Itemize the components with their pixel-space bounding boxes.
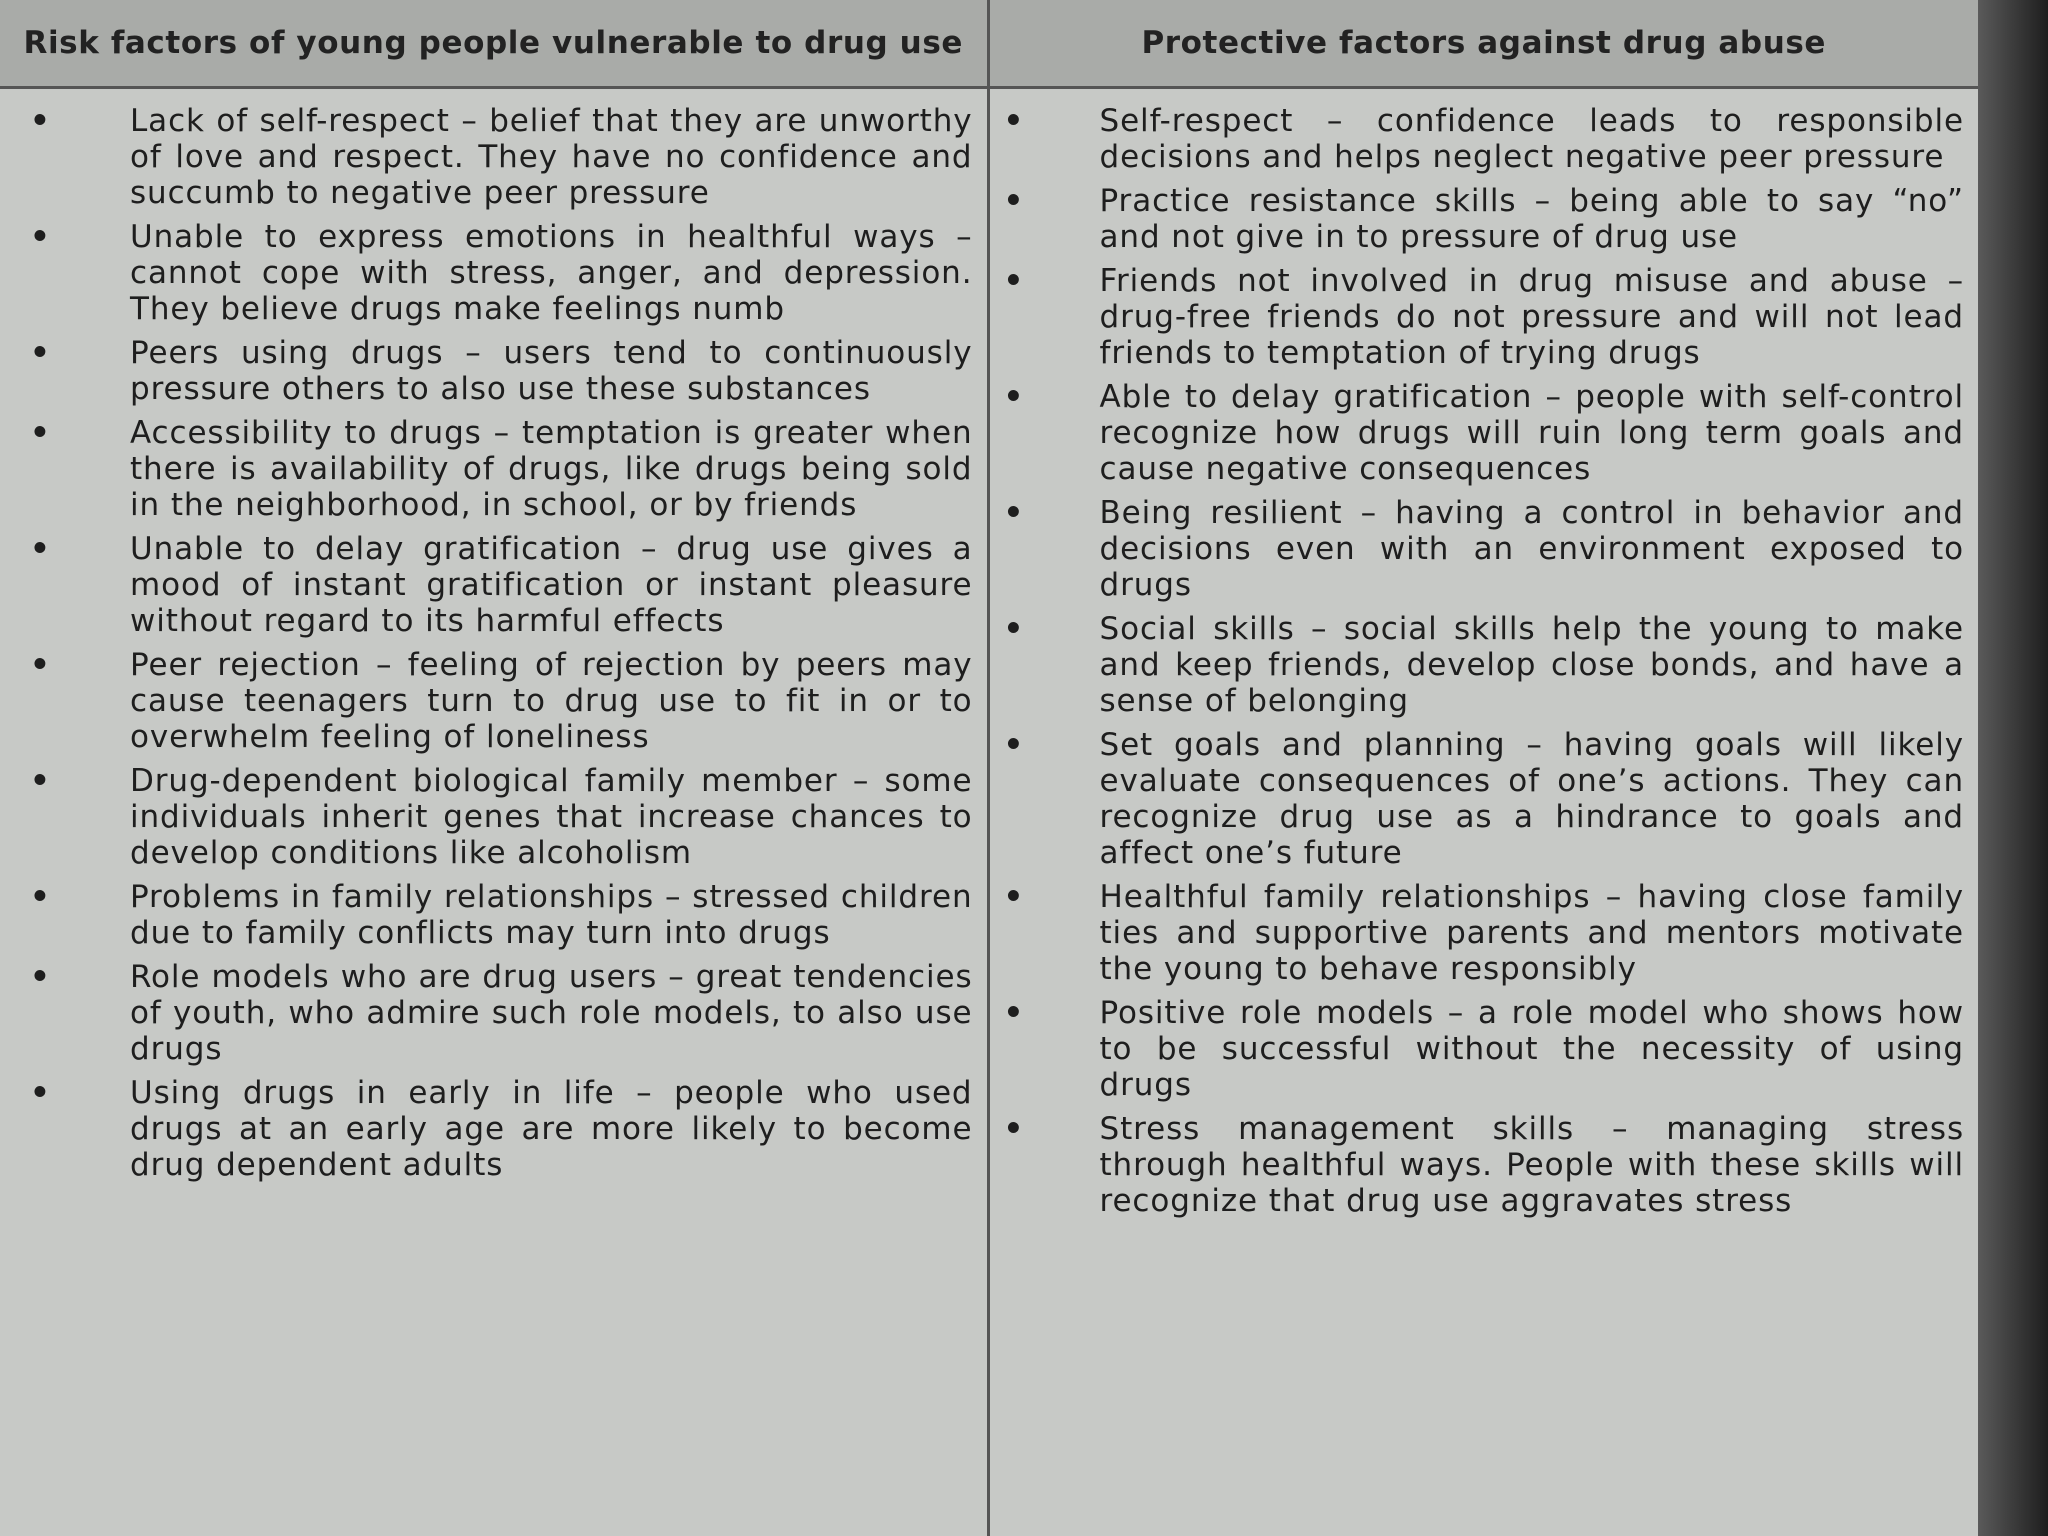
risk-factors-cell xyxy=(0,88,988,1536)
protective-factor-item xyxy=(990,379,1965,487)
protective-factor-item xyxy=(990,995,1965,1103)
bullet-icon: • xyxy=(30,335,51,371)
risk-factor-item xyxy=(0,335,973,407)
bullet-icon: • xyxy=(30,103,51,139)
protective-factor-text: Social skills – social skills help the young to make and keep friends, develop close bonds, and have a sense of belonging xyxy=(1099,611,1964,719)
risk-factors-header: Risk factors of young people vulnerable to drug use xyxy=(0,0,988,88)
risk-factor-item xyxy=(0,219,973,327)
risk-factor-text: Unable to delay gratification – drug use gives a mood of instant gratification or instant pleasure without regard to its harmful effects xyxy=(130,531,973,639)
risk-factor-item xyxy=(0,879,973,951)
protective-factor-item xyxy=(990,879,1965,987)
protective-factor-item xyxy=(990,1111,1965,1219)
risk-factor-text: Lack of self-respect – belief that they are unworthy of love and respect. They have no confidence and succumb to negative peer pressure xyxy=(130,103,973,211)
bullet-icon: • xyxy=(30,647,51,683)
risk-factor-item xyxy=(0,647,973,755)
protective-factor-item xyxy=(990,727,1965,871)
risk-factor-text: Using drugs in early in life – people who used drugs at an early age are more likely to become drug dependent adults xyxy=(130,1075,973,1183)
risk-factor-text: Accessibility to drugs – temptation is greater when there is availability of drugs, like drugs being sold in the neighborhood, in school, or by friends xyxy=(130,415,973,523)
risk-factor-text: Peer rejection – feeling of rejection by peers may cause teenagers turn to drug use to fit in or to overwhelm feeling of loneliness xyxy=(130,647,973,755)
table-body-row xyxy=(0,88,1978,1536)
risk-factor-text: Peers using drugs – users tend to continuously pressure others to also use these substances xyxy=(130,335,973,407)
risk-factor-item xyxy=(0,415,973,523)
bullet-icon: • xyxy=(30,531,51,567)
risk-factor-text: Drug-dependent biological family member – some individuals inherit genes that increase chances to develop conditions like alcoholism xyxy=(130,763,973,871)
bullet-icon: • xyxy=(30,959,51,995)
risk-factor-text: Problems in family relationships – stressed children due to family conflicts may turn into drugs xyxy=(130,879,973,951)
protective-factors-cell xyxy=(988,88,1978,1536)
risk-factor-item xyxy=(0,1075,973,1183)
bullet-icon: • xyxy=(1003,263,1025,299)
bullet-icon: • xyxy=(1003,995,1025,1031)
protective-factor-item xyxy=(990,263,1965,371)
risk-factors-list xyxy=(0,103,973,1183)
protective-factor-item xyxy=(990,611,1965,719)
risk-factor-item xyxy=(0,103,973,211)
protective-factor-text: Practice resistance skills – being able to say “no” and not give in to pressure of drug use xyxy=(1099,183,1964,255)
protective-factor-text: Set goals and planning – having goals will likely evaluate consequences of one’s actions. They can recognize drug use as a hindrance to goals and affect one’s future xyxy=(1099,727,1964,871)
bullet-icon: • xyxy=(1003,727,1025,763)
bullet-icon: • xyxy=(1003,879,1025,915)
bullet-icon: • xyxy=(1003,183,1025,219)
protective-factor-text: Self-respect – confidence leads to responsible decisions and helps neglect negative peer pressure xyxy=(1099,103,1964,175)
protective-factor-item xyxy=(990,183,1965,255)
protective-factor-text: Being resilient – having a control in behavior and decisions even with an environment exposed to drugs xyxy=(1099,495,1964,603)
protective-factor-text: Healthful family relationships – having close family ties and supportive parents and mentors motivate the young to behave responsibly xyxy=(1099,879,1964,987)
protective-factor-item xyxy=(990,495,1965,603)
bullet-icon: • xyxy=(1003,103,1025,139)
bullet-icon: • xyxy=(30,219,51,255)
risk-factor-text: Role models who are drug users – great tendencies of youth, who admire such role models, to also use drugs xyxy=(130,959,973,1067)
protective-factors-list xyxy=(990,103,1965,1219)
protective-factor-text: Able to delay gratification – people with self-control recognize how drugs will ruin long term goals and cause negative consequences xyxy=(1099,379,1964,487)
table-header-row xyxy=(0,0,1978,88)
protective-factor-text: Stress management skills – managing stress through healthful ways. People with these skills will recognize that drug use aggravates stress xyxy=(1099,1111,1964,1219)
risk-factor-item xyxy=(0,531,973,639)
bullet-icon: • xyxy=(1003,379,1025,415)
risk-factor-item xyxy=(0,959,973,1067)
bullet-icon: • xyxy=(1003,495,1025,531)
protective-factors-header: Protective factors against drug abuse xyxy=(988,0,1978,88)
bullet-icon: • xyxy=(1003,611,1025,647)
bullet-icon: • xyxy=(1003,1111,1025,1147)
protective-factor-item xyxy=(990,103,1965,175)
protective-factor-text: Friends not involved in drug misuse and abuse – drug-free friends do not pressure and will not lead friends to temptation of trying drugs xyxy=(1099,263,1964,371)
bullet-icon: • xyxy=(30,1075,51,1111)
page-edge-shadow xyxy=(1978,0,2048,1536)
protective-factor-text: Positive role models – a role model who shows how to be successful without the necessity of using drugs xyxy=(1099,995,1964,1103)
risk-factor-text: Unable to express emotions in healthful ways – cannot cope with stress, anger, and depression. They believe drugs make feelings numb xyxy=(130,219,973,327)
bullet-icon: • xyxy=(30,879,51,915)
risk-factor-item xyxy=(0,763,973,871)
bullet-icon: • xyxy=(30,763,51,799)
bullet-icon: • xyxy=(30,415,51,451)
